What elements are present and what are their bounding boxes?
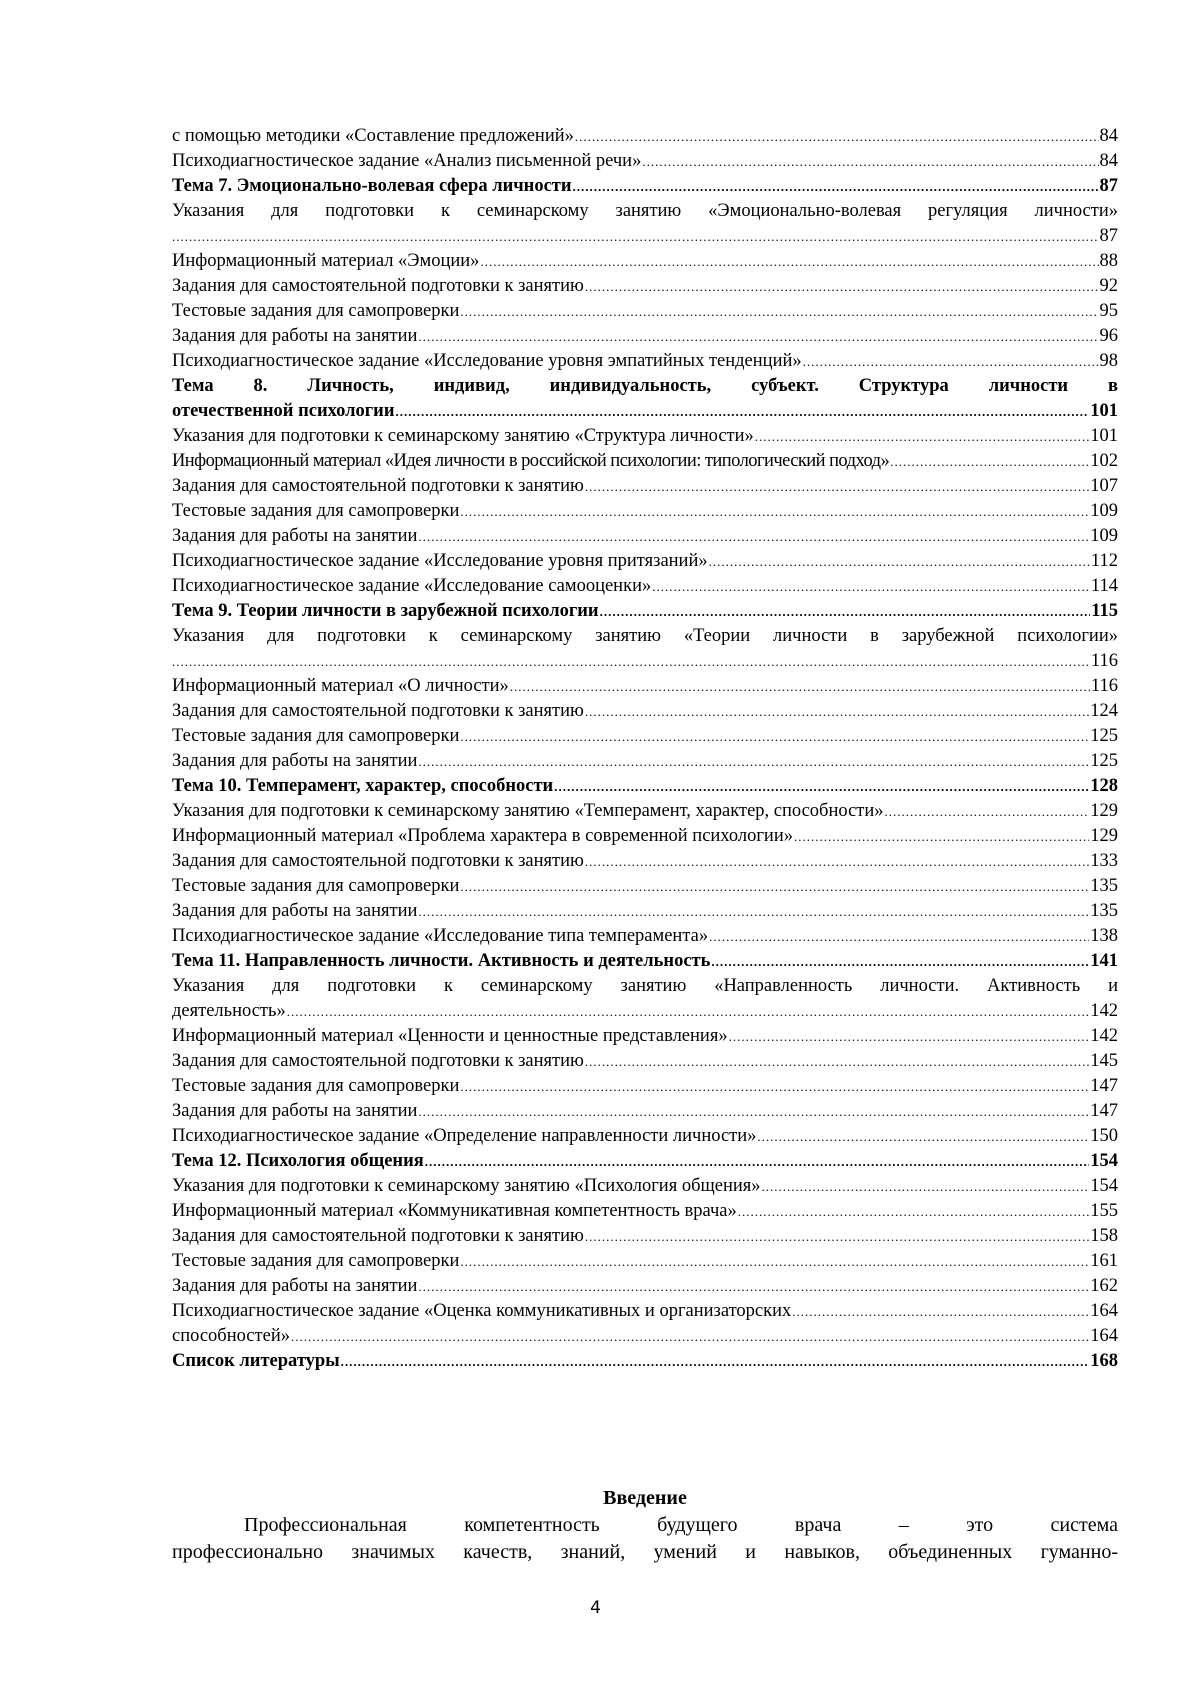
toc-leader-dots	[460, 299, 1098, 324]
toc-page-number: 116	[1090, 676, 1118, 696]
toc-entry-title: деятельность»	[172, 1001, 286, 1021]
toc-entry	[172, 324, 1118, 349]
toc-leader-dots	[418, 899, 1089, 924]
toc-entry	[172, 1074, 1118, 1099]
toc-leader-dots	[460, 724, 1089, 749]
toc-entry	[172, 849, 1118, 874]
toc-chapter-entry	[172, 374, 1118, 399]
toc-leader-dots	[425, 1149, 1090, 1174]
toc-page-number: 129	[1090, 826, 1118, 846]
toc-leader-dots	[755, 424, 1089, 449]
toc-entry	[172, 449, 1118, 474]
toc-entry	[172, 1049, 1118, 1074]
toc-leader-dots	[585, 274, 1099, 299]
toc-entry	[172, 424, 1118, 449]
toc-entry	[172, 349, 1118, 374]
toc-page-number: 147	[1090, 1101, 1118, 1121]
toc-entry-title: Тема 11. Направленность личности. Активность и деятельность	[172, 951, 711, 971]
toc-entry-title: Тестовые задания для самопроверки	[172, 501, 460, 521]
toc-entry-title: Тема 10. Темперамент, характер, способности	[172, 776, 554, 796]
toc-entry-title: Задания для работы на занятии	[172, 901, 418, 921]
toc-page-number: 128	[1090, 776, 1118, 796]
toc-entry-title: Задания для работы на занятии	[172, 326, 418, 346]
toc-page-number: 141	[1090, 951, 1118, 971]
toc-page-number: 96	[1099, 326, 1118, 346]
toc-chapter-entry	[172, 774, 1118, 799]
toc-entry	[172, 799, 1118, 824]
toc-entry	[172, 1199, 1118, 1224]
toc-leader-dots	[585, 699, 1089, 724]
toc-page-number: 112	[1090, 551, 1118, 571]
toc-entry-title: Тестовые задания для самопроверки	[172, 301, 460, 321]
toc-entry	[172, 674, 1118, 699]
toc-leader-dots	[709, 549, 1090, 574]
toc-page-number: 115	[1091, 601, 1118, 621]
toc-leader-dots	[460, 1249, 1089, 1274]
toc-entry-title: Задания для самостоятельной подготовки к занятию	[172, 701, 584, 721]
toc-entry-title: Психодиагностическое задание «Исследование уровня притязаний»	[172, 551, 708, 571]
toc-page-number: 133	[1090, 851, 1118, 871]
toc-entry	[172, 274, 1118, 299]
toc-entry	[172, 999, 1118, 1024]
toc-leader-dots	[573, 174, 1099, 199]
toc-page-number: 138	[1090, 926, 1118, 946]
toc-leader-dots	[890, 449, 1089, 474]
toc-entry	[172, 1274, 1118, 1299]
toc-entry-title: Тестовые задания для самопроверки	[172, 1076, 460, 1096]
toc-entry-title: Указания для подготовки к семинарскому занятию «Эмоционально-волевая регуляция личности»	[172, 201, 1118, 221]
toc-page-number: 150	[1090, 1126, 1118, 1146]
toc-entry-title: Задания для самостоятельной подготовки к занятию	[172, 276, 584, 296]
toc-page-number: 168	[1090, 1351, 1118, 1371]
toc-page-number: 109	[1090, 526, 1118, 546]
toc-page-number: 87	[1099, 226, 1118, 246]
toc-page-number: 154	[1090, 1176, 1118, 1196]
toc-entry-title: Указания для подготовки к семинарскому занятию «Структура личности»	[172, 426, 754, 446]
toc-leader-dots	[480, 249, 1098, 274]
toc-leader-dots	[418, 1099, 1089, 1124]
toc-page-number: 162	[1090, 1276, 1118, 1296]
toc-entry	[172, 649, 1118, 674]
toc-page-number: 164	[1090, 1326, 1118, 1346]
toc-leader-dots	[738, 1199, 1090, 1224]
toc-entry-title: Тема 12. Психология общения	[172, 1151, 424, 1171]
toc-entry-title: Задания для работы на занятии	[172, 751, 418, 771]
toc-leader-dots	[418, 324, 1098, 349]
toc-entry-title: Психодиагностическое задание «Исследование уровня эмпатийных тенденций»	[172, 351, 802, 371]
toc-leader-dots	[510, 674, 1090, 699]
toc-leader-dots	[762, 1174, 1090, 1199]
toc-page-number: 155	[1090, 1201, 1118, 1221]
toc-page-number: 84	[1099, 151, 1118, 171]
toc-leader-dots	[575, 124, 1099, 149]
toc-entry-title: Тестовые задания для самопроверки	[172, 1251, 460, 1271]
page-number: 4	[590, 1598, 601, 1618]
toc-entry	[172, 1249, 1118, 1274]
toc-entry-title: Задания для самостоятельной подготовки к занятию	[172, 1226, 584, 1246]
toc-leader-dots	[172, 224, 1099, 249]
toc-entry-title: Задания для самостоятельной подготовки к занятию	[172, 476, 584, 496]
toc-leader-dots	[585, 1049, 1089, 1074]
toc-leader-dots	[757, 1124, 1089, 1149]
toc-page-number: 95	[1099, 301, 1118, 321]
toc-leader-dots	[460, 499, 1089, 524]
toc-entry	[172, 824, 1118, 849]
toc-leader-dots	[803, 349, 1099, 374]
toc-entry	[172, 1299, 1118, 1324]
toc-leader-dots	[600, 599, 1091, 624]
toc-leader-dots	[396, 399, 1090, 424]
toc-leader-dots	[794, 824, 1089, 849]
toc-entry	[172, 249, 1118, 274]
toc-chapter-entry	[172, 399, 1118, 424]
toc-leader-dots	[291, 1324, 1089, 1349]
toc-page-number: 145	[1090, 1051, 1118, 1071]
toc-page-number: 158	[1090, 1226, 1118, 1246]
toc-entry	[172, 574, 1118, 599]
toc-entry-title: отечественной психологии	[172, 401, 395, 421]
toc-page-number: 114	[1090, 576, 1118, 596]
toc-entry-title: с помощью методики «Составление предложений»	[172, 126, 574, 146]
toc-entry	[172, 874, 1118, 899]
toc-entry-title: Информационный материал «Коммуникативная компетентность врача»	[172, 1201, 737, 1221]
toc-page-number: 142	[1090, 1026, 1118, 1046]
toc-entry	[172, 474, 1118, 499]
toc-page-number: 125	[1090, 726, 1118, 746]
toc-leader-dots	[729, 1024, 1090, 1049]
toc-entry	[172, 149, 1118, 174]
toc-page-number: 107	[1090, 476, 1118, 496]
toc-page-number: 161	[1090, 1251, 1118, 1271]
introduction-section	[172, 1485, 1118, 1566]
toc-entry-title: Указания для подготовки к семинарскому занятию «Психология общения»	[172, 1176, 761, 1196]
toc-page-number: 164	[1090, 1301, 1118, 1321]
toc-leader-dots	[642, 149, 1098, 174]
toc-page-number: 125	[1090, 751, 1118, 771]
toc-chapter-entry	[172, 174, 1118, 199]
toc-entry	[172, 974, 1118, 999]
toc-entry-title: Задания для работы на занятии	[172, 1276, 418, 1296]
toc-page-number: 154	[1090, 1151, 1118, 1171]
toc-entry	[172, 199, 1118, 224]
toc-entry-title: Тестовые задания для самопроверки	[172, 726, 460, 746]
toc-entry-title: Тема 8. Личность, индивид, индивидуальность, субъект. Структура личности в	[172, 376, 1118, 396]
toc-page-number: 109	[1090, 501, 1118, 521]
introduction-heading: Введение	[603, 1487, 687, 1509]
toc-leader-dots	[341, 1349, 1090, 1374]
toc-leader-dots	[652, 574, 1090, 599]
toc-leader-dots	[585, 849, 1089, 874]
toc-entry-title: Информационный материал «Ценности и ценностные представления»	[172, 1026, 728, 1046]
toc-entry	[172, 1099, 1118, 1124]
toc-page-number: 102	[1090, 451, 1118, 471]
toc-entry-title: Тестовые задания для самопроверки	[172, 876, 460, 896]
toc-entry-title: Психодиагностическое задание «Оценка коммуникативных и организаторских	[172, 1301, 792, 1321]
toc-page-number: 116	[1090, 651, 1118, 671]
toc-entry-title: Психодиагностическое задание «Исследование самооценки»	[172, 576, 652, 596]
toc-leader-dots	[585, 474, 1089, 499]
toc-entry	[172, 724, 1118, 749]
toc-entry	[172, 699, 1118, 724]
toc-entry-title: Тема 9. Теории личности в зарубежной психологии	[172, 601, 599, 621]
toc-leader-dots	[709, 924, 1089, 949]
toc-page-number: 101	[1090, 426, 1118, 446]
toc-leader-dots	[711, 949, 1089, 974]
toc-entry	[172, 499, 1118, 524]
toc-entry	[172, 1224, 1118, 1249]
toc-page-number: 101	[1090, 401, 1118, 421]
toc-entry	[172, 749, 1118, 774]
toc-entry	[172, 1124, 1118, 1149]
toc-leader-dots	[792, 1299, 1089, 1324]
toc-entry	[172, 549, 1118, 574]
toc-page-number: 135	[1090, 876, 1118, 896]
toc-entry	[172, 624, 1118, 649]
toc-entry	[172, 124, 1118, 149]
toc-page-number: 135	[1090, 901, 1118, 921]
toc-entry	[172, 899, 1118, 924]
table-of-contents	[172, 124, 1118, 1374]
toc-chapter-entry	[172, 949, 1118, 974]
toc-entry-title: Задания для самостоятельной подготовки к занятию	[172, 851, 584, 871]
toc-entry-title: Указания для подготовки к семинарскому занятию «Направленность личности. Активность и	[172, 976, 1118, 996]
toc-entry	[172, 1024, 1118, 1049]
toc-page-number: 124	[1090, 701, 1118, 721]
toc-leader-dots	[172, 649, 1090, 674]
toc-entry	[172, 924, 1118, 949]
toc-leader-dots	[885, 799, 1090, 824]
toc-chapter-entry	[172, 599, 1118, 624]
toc-entry	[172, 299, 1118, 324]
toc-entry-title: Список литературы	[172, 1351, 340, 1371]
toc-leader-dots	[418, 524, 1089, 549]
toc-entry	[172, 524, 1118, 549]
toc-page-number: 147	[1090, 1076, 1118, 1096]
toc-page-number: 92	[1099, 276, 1118, 296]
toc-page-number: 98	[1099, 351, 1118, 371]
toc-entry-title: Информационный материал «Идея личности в российской психологии: типологический подход»	[172, 451, 890, 471]
toc-leader-dots	[460, 874, 1089, 899]
toc-entry	[172, 224, 1118, 249]
toc-page-number: 87	[1099, 176, 1118, 196]
toc-page-number: 84	[1099, 126, 1118, 146]
toc-entry-title: Задания для работы на занятии	[172, 1101, 418, 1121]
toc-entry-title: Информационный материал «Эмоции»	[172, 251, 480, 271]
introduction-paragraph-line: Профессиональная компетентность будущего врача – это система	[244, 1514, 1118, 1536]
toc-entry-title: Информационный материал «О личности»	[172, 676, 509, 696]
toc-entry-title: Задания для самостоятельной подготовки к занятию	[172, 1051, 584, 1071]
toc-entry	[172, 1174, 1118, 1199]
toc-leader-dots	[460, 1074, 1089, 1099]
toc-entry-title: Указания для подготовки к семинарскому занятию «Темперамент, характер, способности»	[172, 801, 884, 821]
toc-entry-title: Психодиагностическое задание «Определение направленности личности»	[172, 1126, 757, 1146]
toc-page-number: 129	[1090, 801, 1118, 821]
toc-chapter-entry	[172, 1149, 1118, 1174]
toc-entry	[172, 1324, 1118, 1349]
toc-entry-title: Психодиагностическое задание «Исследование типа темперамента»	[172, 926, 709, 946]
toc-leader-dots	[585, 1224, 1089, 1249]
toc-entry-title: Информационный материал «Проблема характера в современной психологии»	[172, 826, 793, 846]
toc-leader-dots	[554, 774, 1089, 799]
toc-leader-dots	[418, 1274, 1089, 1299]
toc-entry-title: способностей»	[172, 1326, 290, 1346]
introduction-paragraph-line: профессионально значимых качеств, знаний, умений и навыков, объединенных гуманно-	[172, 1541, 1118, 1563]
toc-entry-title: Указания для подготовки к семинарскому занятию «Теории личности в зарубежной психологии»	[172, 626, 1118, 646]
toc-page-number: 88	[1099, 251, 1118, 271]
toc-entry-title: Психодиагностическое задание «Анализ письменной речи»	[172, 151, 642, 171]
toc-entry-title: Тема 7. Эмоционально-волевая сфера личности	[172, 176, 572, 196]
toc-leader-dots	[287, 999, 1090, 1024]
toc-entry-title: Задания для работы на занятии	[172, 526, 418, 546]
toc-chapter-entry	[172, 1349, 1118, 1374]
toc-page-number: 142	[1090, 1001, 1118, 1021]
toc-leader-dots	[418, 749, 1089, 774]
